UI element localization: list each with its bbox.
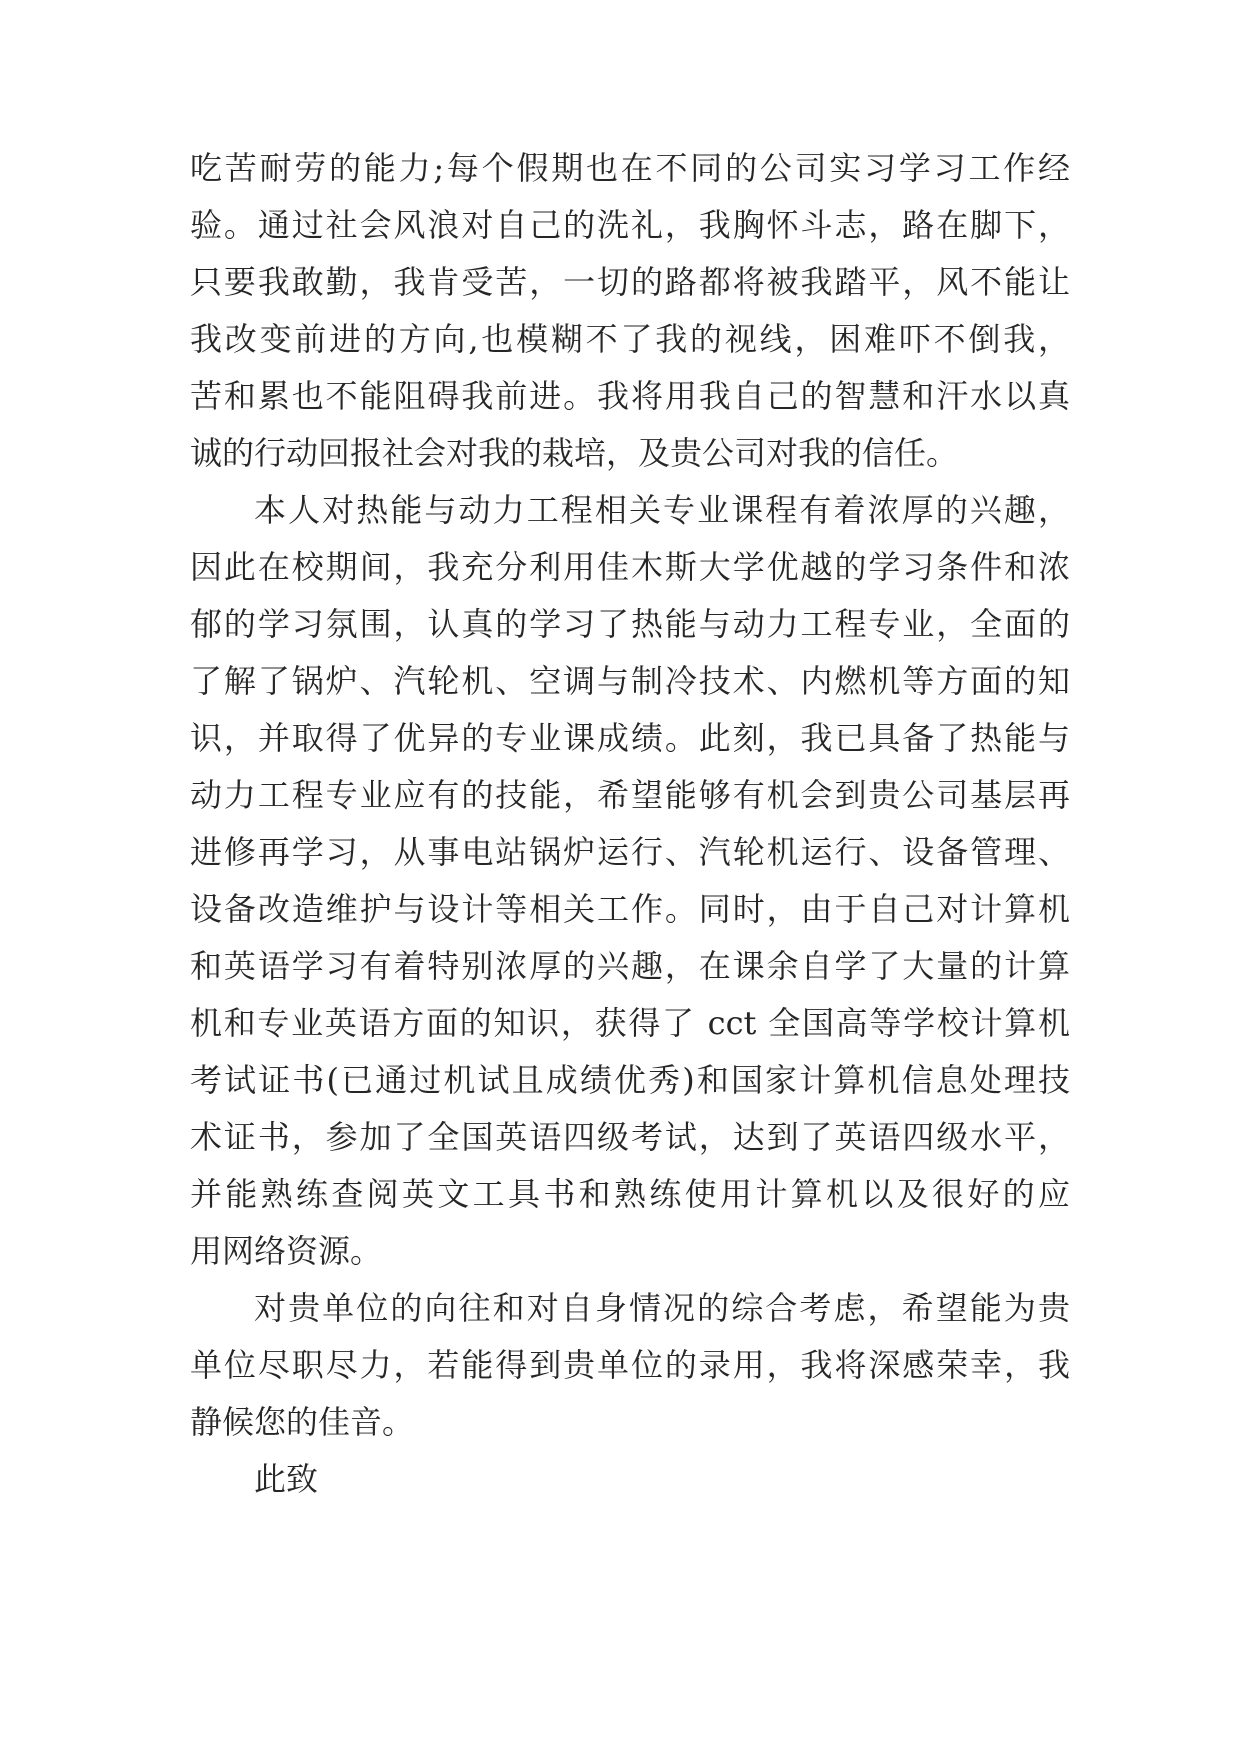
body-text-line: 设备改造维护与设计等相关工作。同时，由于自己对计算机 bbox=[190, 890, 1070, 928]
body-text-line: 我改变前进的方向,也模糊不了我的视线，困难吓不倒我， bbox=[190, 320, 1070, 358]
closing-salutation: 此致 bbox=[254, 1460, 319, 1498]
body-text-line: 识，并取得了优异的专业课成绩。此刻，我已具备了热能与 bbox=[190, 719, 1070, 757]
body-text-line: 静候您的佳音。 bbox=[190, 1403, 415, 1441]
body-text-line: 考试证书(已通过机试且成绩优秀)和国家计算机信息处理技 bbox=[190, 1061, 1070, 1099]
body-text-line: 验。通过社会风浪对自己的洗礼，我胸怀斗志，路在脚下， bbox=[190, 206, 1070, 244]
body-text-line: 术证书，参加了全国英语四级考试，达到了英语四级水平， bbox=[190, 1118, 1070, 1156]
body-text-line: 动力工程专业应有的技能，希望能够有机会到贵公司基层再 bbox=[190, 776, 1070, 814]
body-text-line: 并能熟练查阅英文工具书和熟练使用计算机以及很好的应 bbox=[190, 1175, 1070, 1213]
body-text-line: 了解了锅炉、汽轮机、空调与制冷技术、内燃机等方面的知 bbox=[190, 662, 1070, 700]
body-text-line: 进修再学习，从事电站锅炉运行、汽轮机运行、设备管理、 bbox=[190, 833, 1070, 871]
body-text-line: 机和专业英语方面的知识，获得了 cct 全国高等学校计算机 bbox=[190, 1004, 1070, 1042]
paragraph-first-line: 本人对热能与动力工程相关专业课程有着浓厚的兴趣， bbox=[254, 491, 1070, 529]
body-text-line: 诚的行动回报社会对我的栽培，及贵公司对我的信任。 bbox=[190, 434, 959, 472]
body-text-line: 苦和累也不能阻碍我前进。我将用我自己的智慧和汗水以真 bbox=[190, 377, 1070, 415]
body-text-line: 郁的学习氛围，认真的学习了热能与动力工程专业，全面的 bbox=[190, 605, 1070, 643]
body-text-line: 只要我敢勤，我肯受苦，一切的路都将被我踏平，风不能让 bbox=[190, 263, 1070, 301]
body-text-line: 和英语学习有着特别浓厚的兴趣，在课余自学了大量的计算 bbox=[190, 947, 1070, 985]
body-text-line: 单位尽职尽力，若能得到贵单位的录用，我将深感荣幸，我 bbox=[190, 1346, 1070, 1384]
paragraph-first-line: 对贵单位的向往和对自身情况的综合考虑，希望能为贵 bbox=[254, 1289, 1070, 1327]
body-text-line: 因此在校期间，我充分利用佳木斯大学优越的学习条件和浓 bbox=[190, 548, 1070, 586]
body-text-line: 用网络资源。 bbox=[190, 1232, 383, 1270]
body-text-line: 吃苦耐劳的能力;每个假期也在不同的公司实习学习工作经 bbox=[190, 149, 1070, 187]
